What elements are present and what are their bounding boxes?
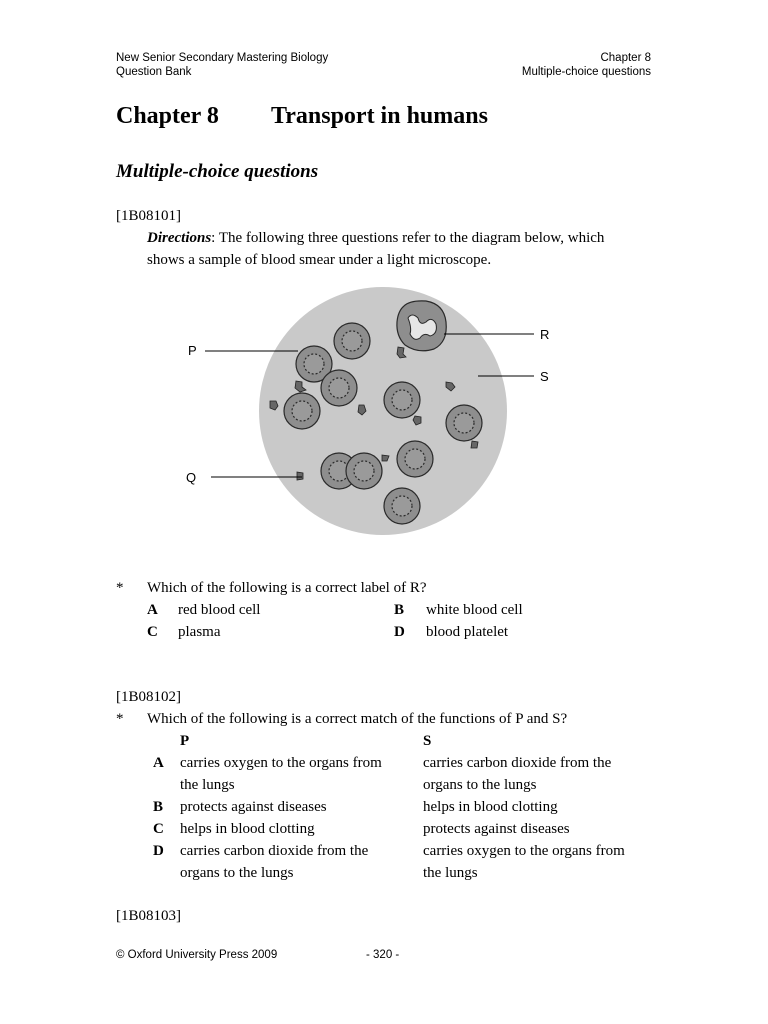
q2-star: * bbox=[116, 711, 124, 727]
q2-option-b-p: protects against diseases bbox=[180, 799, 327, 815]
question-code: [1B08101] bbox=[116, 208, 181, 224]
q2-option-a-letter: A bbox=[153, 755, 164, 771]
red-blood-cell bbox=[446, 405, 482, 441]
q2-option-a-p-line1: carries oxygen to the organs from bbox=[180, 755, 382, 771]
q2-option-b-letter: B bbox=[153, 799, 164, 815]
q1-question: Which of the following is a correct label of R? bbox=[147, 580, 427, 596]
directions-label: Directions bbox=[147, 230, 212, 246]
q2-column-p-header: P bbox=[180, 733, 190, 749]
q1-option-d-text: blood platelet bbox=[426, 624, 509, 640]
q2-option-a-p bbox=[180, 752, 382, 796]
q2-option-d-s-line1: carries oxygen to the organs from bbox=[423, 843, 625, 859]
q1-option-b-letter: B bbox=[394, 602, 405, 618]
directions-line-2: shows a sample of blood smear under a light microscope. bbox=[147, 252, 492, 268]
q2-column-s-header: S bbox=[423, 733, 432, 749]
q1-option-a-letter: A bbox=[147, 602, 158, 618]
platelet bbox=[471, 441, 478, 448]
book-title: New Senior Secondary Mastering Biology bbox=[116, 52, 329, 64]
q2-option-c-p: helps in blood clotting bbox=[180, 821, 315, 837]
q3-code: [1B08103] bbox=[116, 908, 181, 924]
q2-code: [1B08102] bbox=[116, 689, 181, 705]
section-title: Multiple-choice questions bbox=[116, 161, 319, 182]
q2-option-b-s: helps in blood clotting bbox=[423, 799, 558, 815]
copyright: © Oxford University Press 2009 bbox=[116, 949, 278, 961]
q2-option-d-p-line1: carries carbon dioxide from the bbox=[180, 843, 369, 859]
q1-option-d-letter: D bbox=[394, 624, 405, 640]
q1-star: * bbox=[116, 580, 124, 596]
red-blood-cell bbox=[384, 382, 420, 418]
chapter-title: Transport in humans bbox=[271, 103, 488, 129]
platelet bbox=[297, 472, 303, 480]
red-blood-cell bbox=[397, 441, 433, 477]
q2-option-a-s-line2: organs to the lungs bbox=[423, 777, 537, 793]
q2-question: Which of the following is a correct match of the functions of P and S? bbox=[147, 711, 568, 727]
header-chapter: Chapter 8 bbox=[600, 52, 651, 64]
red-blood-cell bbox=[321, 370, 357, 406]
q2-option-d-p bbox=[180, 840, 368, 884]
chapter-number: Chapter 8 bbox=[116, 103, 219, 129]
q2-option-d-letter: D bbox=[153, 843, 164, 859]
label-r: R bbox=[540, 327, 550, 342]
header-section: Multiple-choice questions bbox=[521, 66, 651, 78]
red-blood-cell bbox=[334, 323, 370, 359]
q2-option-a-s bbox=[423, 752, 611, 796]
red-blood-cell bbox=[384, 488, 420, 524]
book-subtitle: Question Bank bbox=[116, 66, 192, 78]
q1-option-a-text: red blood cell bbox=[178, 602, 261, 618]
page-number: - 320 - bbox=[366, 949, 400, 961]
q2-option-c-letter: C bbox=[153, 821, 164, 837]
q2-option-a-p-line2: the lungs bbox=[180, 777, 235, 793]
white-blood-cell bbox=[397, 301, 446, 351]
label-p: P bbox=[188, 343, 197, 358]
q1-option-b-text: white blood cell bbox=[426, 602, 523, 618]
q2-option-c-s: protects against diseases bbox=[423, 821, 570, 837]
q1-option-c-letter: C bbox=[147, 624, 158, 640]
red-blood-cell bbox=[346, 453, 382, 489]
directions-text: : The following three questions refer to the diagram below, which bbox=[211, 230, 605, 246]
label-q: Q bbox=[186, 470, 197, 485]
q2-option-a-s-line1: carries carbon dioxide from the bbox=[423, 755, 612, 771]
q1-option-c-text: plasma bbox=[178, 624, 221, 640]
q2-option-d-p-line2: organs to the lungs bbox=[180, 865, 294, 881]
q2-option-d-s bbox=[423, 840, 625, 884]
label-s: S bbox=[540, 369, 549, 384]
q2-option-d-s-line2: the lungs bbox=[423, 865, 478, 881]
red-blood-cell bbox=[284, 393, 320, 429]
